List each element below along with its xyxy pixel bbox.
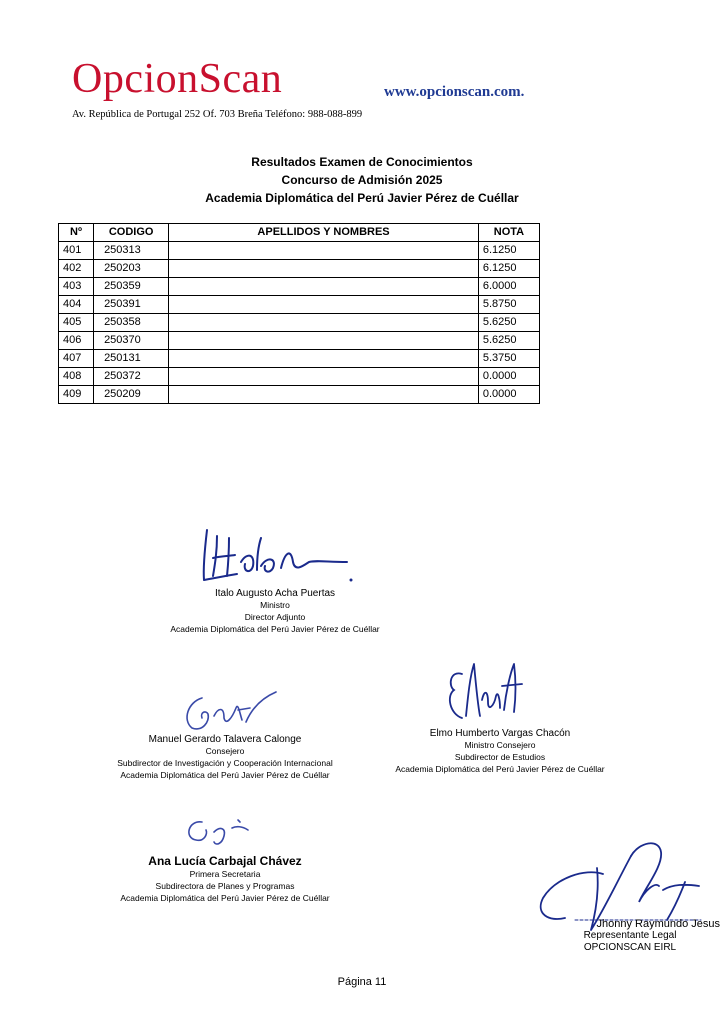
cell-num: 404 — [59, 296, 94, 314]
signatory-institution: Academia Diplomática del Perú Javier Pérez de Cuéllar — [395, 764, 605, 774]
cell-num: 405 — [59, 314, 94, 332]
cell-name — [169, 242, 479, 260]
cell-num: 407 — [59, 350, 94, 368]
cell-num: 403 — [59, 278, 94, 296]
cell-num: 408 — [59, 368, 94, 386]
cell-nota: 5.6250 — [478, 314, 539, 332]
title-line-2: Concurso de Admisión 2025 — [281, 173, 443, 187]
cell-nota: 5.6250 — [478, 332, 539, 350]
table-row — [59, 260, 540, 278]
cell-name — [169, 368, 479, 386]
header-code: CODIGO — [94, 224, 169, 242]
signatory-name: Manuel Gerardo Talavera Calonge — [148, 734, 302, 745]
signatory-institution: Academia Diplomática del Perú Javier Pérez de Cuéllar — [120, 893, 330, 903]
signature-block-talavera — [110, 734, 340, 781]
cell-code: 250358 — [94, 314, 169, 332]
signatory-position: Subdirectora de Planes y Programas — [155, 881, 295, 891]
table-row — [59, 278, 540, 296]
cell-name — [169, 278, 479, 296]
cell-nota: 6.1250 — [478, 260, 539, 278]
cell-num: 401 — [59, 242, 94, 260]
signatory-institution: Academia Diplomática del Perú Javier Pérez de Cuéllar — [120, 770, 330, 780]
signatory-company: OPCIONSCAN EIRL — [583, 942, 677, 953]
signature-talavera — [180, 688, 280, 736]
results-table — [58, 223, 540, 404]
signature-block-acha — [150, 588, 400, 635]
cell-code: 250370 — [94, 332, 169, 350]
table-row — [59, 368, 540, 386]
signatory-title: Consejero — [205, 746, 245, 756]
signatory-title: Representante Legal — [583, 930, 677, 941]
cell-num: 402 — [59, 260, 94, 278]
cell-code: 250313 — [94, 242, 169, 260]
signature-block-raymundo — [540, 918, 720, 954]
company-logo: OpcionScan — [72, 56, 283, 102]
title-line-1: Resultados Examen de Conocimientos — [251, 155, 473, 169]
signatory-title: Primera Secretaria — [189, 869, 261, 879]
table-row — [59, 242, 540, 260]
cell-code: 250359 — [94, 278, 169, 296]
table-row — [59, 296, 540, 314]
signature-block-carbajal — [110, 854, 340, 904]
page-number: Página 11 — [337, 976, 387, 988]
table-row — [59, 314, 540, 332]
table-row — [59, 332, 540, 350]
signatory-position: Subdirector de Investigación y Cooperación Internacional — [117, 758, 333, 768]
cell-nota: 5.3750 — [478, 350, 539, 368]
cell-num: 406 — [59, 332, 94, 350]
signatory-name: Ana Lucía Carbajal Chávez — [148, 854, 302, 868]
signature-vargas — [440, 656, 530, 734]
cell-name — [169, 260, 479, 278]
signature-block-vargas — [390, 728, 610, 775]
table-row — [59, 386, 540, 404]
company-address: Av. República de Portugal 252 Of. 703 Breña Teléfono: 988-088-899 — [72, 109, 363, 120]
cell-nota: 0.0000 — [478, 386, 539, 404]
cell-code: 250131 — [94, 350, 169, 368]
title-line-3: Academia Diplomática del Perú Javier Pérez de Cuéllar — [205, 191, 519, 205]
signatory-title: Ministro Consejero — [464, 740, 536, 750]
signatory-name: Elmo Humberto Vargas Chacón — [429, 728, 571, 739]
signatory-name: Jhonny Raymundo Jesus — [596, 918, 720, 930]
signatory-name: Italo Augusto Acha Puertas — [214, 588, 336, 599]
cell-code: 250203 — [94, 260, 169, 278]
website-text: www.opcionscan.com. — [384, 84, 525, 100]
cell-name — [169, 314, 479, 332]
signatory-title: Ministro — [260, 600, 290, 610]
signature-carbajal — [180, 812, 260, 850]
table-header-row — [59, 224, 540, 242]
header-num: Nº — [59, 224, 94, 242]
header-nota: NOTA — [478, 224, 539, 242]
signature-acha — [195, 522, 360, 590]
cell-num: 409 — [59, 386, 94, 404]
cell-nota: 0.0000 — [478, 368, 539, 386]
cell-code: 250391 — [94, 296, 169, 314]
signatory-position: Director Adjunto — [244, 612, 306, 622]
cell-code: 250372 — [94, 368, 169, 386]
cell-nota: 6.0000 — [478, 278, 539, 296]
cell-nota: 5.8750 — [478, 296, 539, 314]
signatory-institution: Academia Diplomática del Perú Javier Pérez de Cuéllar — [170, 624, 380, 634]
table-row — [59, 350, 540, 368]
header-name: APELLIDOS Y NOMBRES — [169, 224, 479, 242]
cell-nota: 6.1250 — [478, 242, 539, 260]
signatory-position: Subdirector de Estudios — [454, 752, 546, 762]
cell-name — [169, 350, 479, 368]
cell-name — [169, 386, 479, 404]
cell-name — [169, 296, 479, 314]
cell-name — [169, 332, 479, 350]
cell-code: 250209 — [94, 386, 169, 404]
